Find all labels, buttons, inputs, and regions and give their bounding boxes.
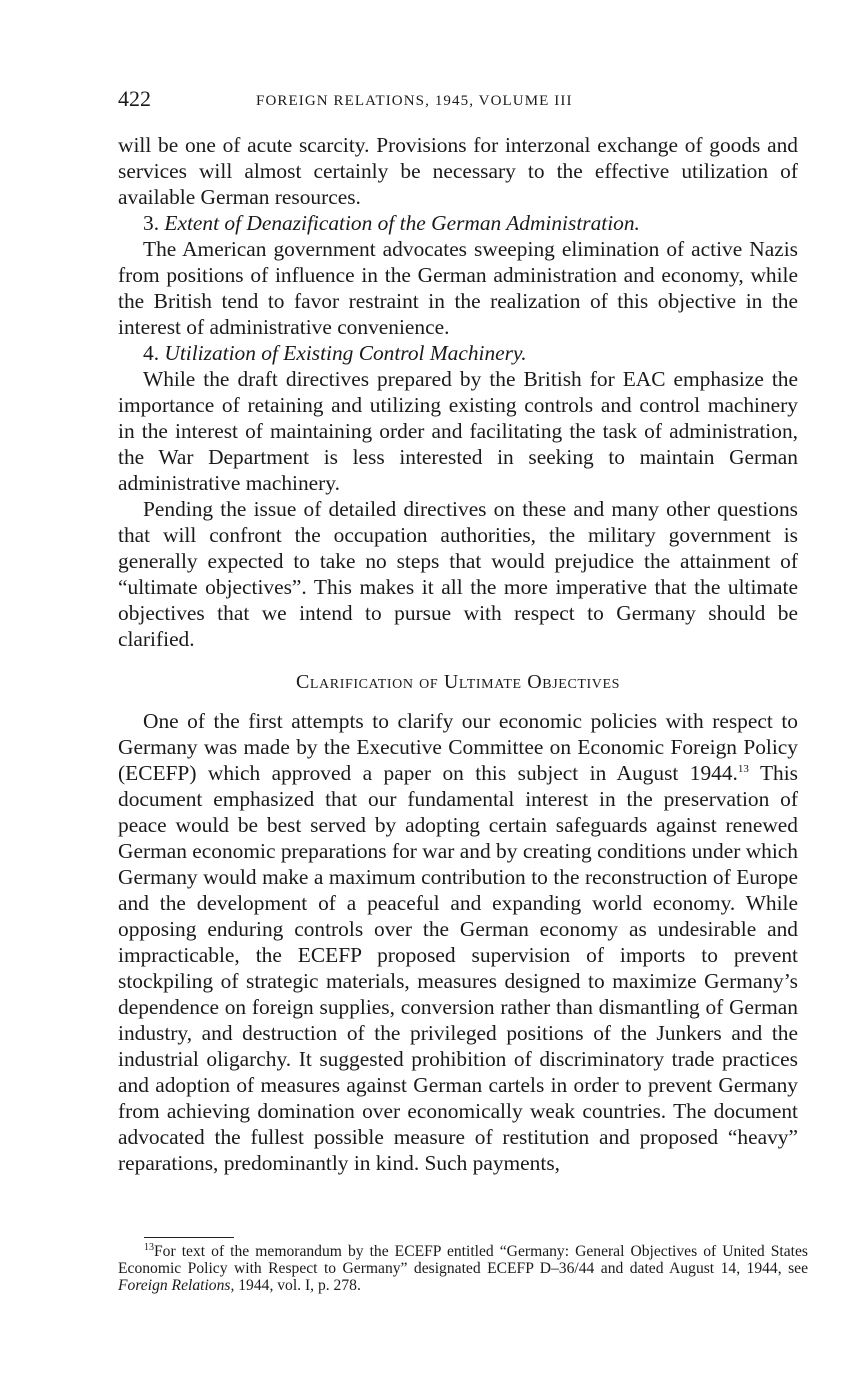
numbered-heading-3 bbox=[118, 210, 798, 236]
paragraph-5 bbox=[118, 708, 798, 1176]
footnote bbox=[118, 1243, 808, 1294]
footnote-divider bbox=[144, 1237, 234, 1238]
item-4-number: 4. bbox=[143, 341, 160, 365]
paragraph-2: The American government advocates sweeping elimination of active Nazis from positions of influence in the German administration and economy, while the British tend to favor restraint in the realization of this objective in the interest of administrative convenience. bbox=[118, 237, 798, 339]
item-4-heading: Utilization of Existing Control Machinery. bbox=[164, 341, 527, 365]
footnote-italic-title: Foreign Relations, bbox=[118, 1277, 235, 1294]
footnote-text-end: 1944, vol. I, p. 278. bbox=[234, 1277, 361, 1294]
running-title: FOREIGN RELATIONS, 1945, VOLUME III bbox=[256, 93, 573, 109]
running-head bbox=[118, 86, 798, 116]
footnote-reference[interactable]: 13 bbox=[737, 762, 749, 775]
paragraph-3: While the draft directives prepared by the British for EAC emphasize the importance of retaining and utilizing existing controls and control machinery in the interest of maintaining order and facilitating the task of administration, the War Department is less interested in seeking to maintain German administrative machinery. bbox=[118, 367, 798, 495]
paragraph-4: Pending the issue of detailed directives on these and many other questions that will confront the occupation authorities, the military government is generally expected to take no steps that would prejudice the attainment of “ultimate objectives”. This makes it all the more imperative that the ultimate objectives that we intend to pursue with respect to Germany should be clarified. bbox=[118, 497, 798, 651]
body-text bbox=[118, 132, 798, 1176]
item-3-heading: Extent of Denazification of the German Administration. bbox=[164, 211, 640, 235]
paragraph-5-start: One of the first attempts to clarify our economic policies with respect to Germany was made by the Executive Committee on Economic Foreign Policy (ECEFP) which approved a paper on this subject in August 1944. bbox=[118, 709, 798, 785]
paragraph-5-rest: This document emphasized that our fundamental interest in the preservation of peace would be best served by adopting certain safeguards against renewed German economic preparations for war and by creating conditions under which Germany would make a maximum contribution to the reconstruction of Europe and the development of a peaceful and expanding world economy. While opposing enduring controls over the German economy as undesirable and impracticable, the ECEFP proposed supervision of imports to prevent stockpiling of strategic materials, measures designed to maximize Germany’s dependence on foreign supplies, conversion rather than dismantling of German industry, and destruction of the privileged positions of the Junkers and the industrial oligarchy. It suggested prohibition of discriminatory trade practices and adoption of measures against German cartels in order to prevent Germany from achieving domination over economically weak countries. The document advocated the fullest possible measure of restitution and proposed “heavy” reparations, predominantly in kind. Such payments, bbox=[118, 761, 798, 1175]
item-3-number: 3. bbox=[143, 211, 160, 235]
page bbox=[118, 86, 798, 1176]
footnote-number: 13 bbox=[144, 1241, 154, 1253]
numbered-heading-4 bbox=[118, 340, 798, 366]
footnote-text-start: For text of the memorandum by the ECEFP entitled “Germany: General Objectives of United States Economic Policy with Respect to Germany” designated ECEFP D–36/44 and dated August 14, 1944, see bbox=[118, 1243, 808, 1277]
page-number: 422 bbox=[118, 86, 151, 111]
paragraph-1: will be one of acute scarcity. Provisions for interzonal exchange of goods and services will almost certainly be necessary to the effective utilization of available German resources. bbox=[118, 133, 798, 209]
section-heading: Clarification of Ultimate Objectives bbox=[295, 671, 621, 693]
